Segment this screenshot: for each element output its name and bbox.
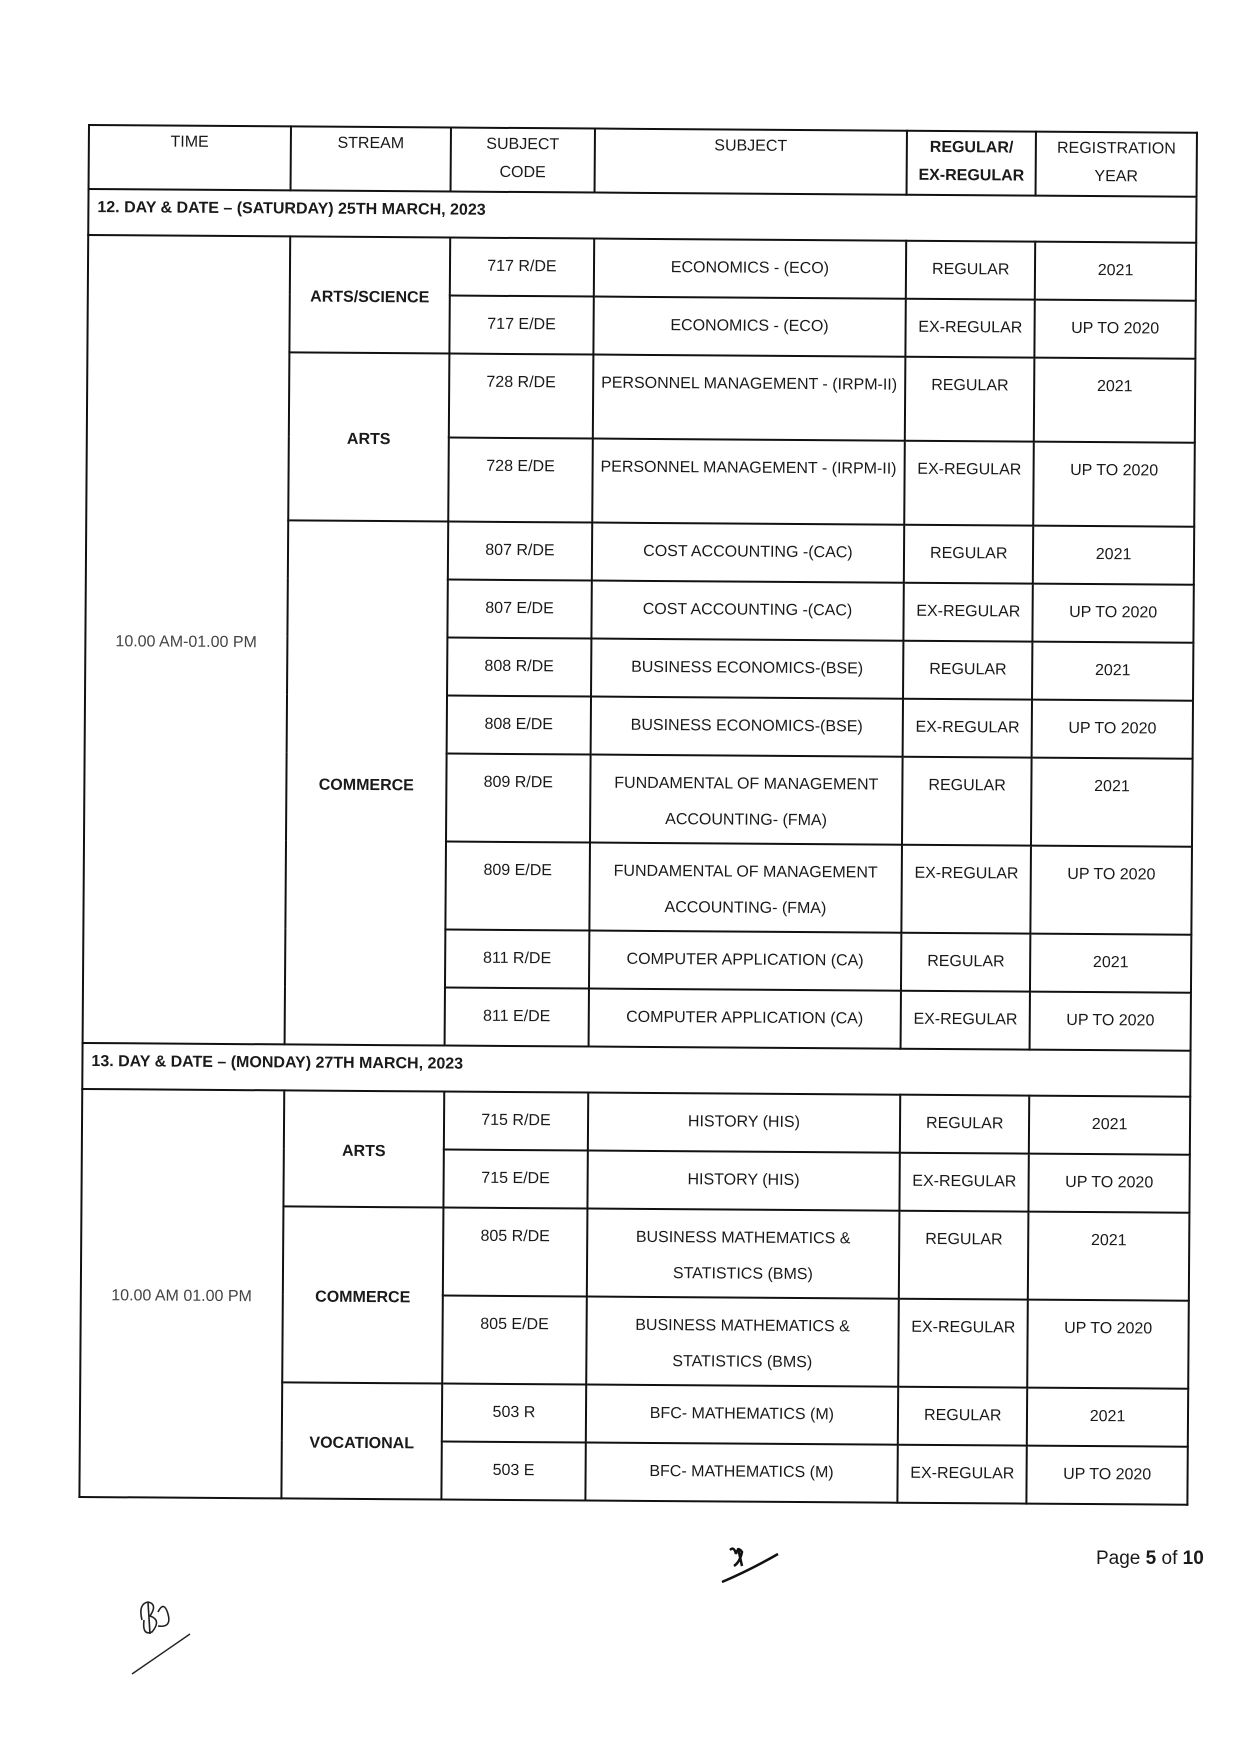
registration-year: UP TO 2020 xyxy=(1027,1446,1188,1505)
stream-name: ARTS xyxy=(283,1090,445,1207)
day-heading-row xyxy=(88,189,1196,243)
header-regular-ex-regular: REGULAR/ EX-REGULAR xyxy=(907,131,1036,196)
subject-code: 811 R/DE xyxy=(445,930,589,989)
page-prefix: Page xyxy=(1096,1548,1146,1569)
subject-name: PERSONNEL MANAGEMENT - (IRPM-II) xyxy=(592,355,905,441)
registration-year: 2021 xyxy=(1033,526,1194,585)
subject-name: COMPUTER APPLICATION (CA) xyxy=(588,989,901,1049)
registration-year: UP TO 2020 xyxy=(1027,1300,1188,1389)
registration-year: UP TO 2020 xyxy=(1029,1154,1190,1213)
registration-year: 2021 xyxy=(1031,758,1192,847)
regular-status: EX-REGULAR xyxy=(906,299,1035,358)
day-heading-row xyxy=(82,1043,1190,1097)
time-slot: 10.00 AM-01.00 PM xyxy=(83,235,290,1044)
regular-status: EX-REGULAR xyxy=(898,1445,1027,1504)
header-row xyxy=(89,125,1197,197)
subject-name: BFC- MATHEMATICS (M) xyxy=(585,1443,898,1503)
regular-status: EX-REGULAR xyxy=(905,441,1034,526)
registration-year: UP TO 2020 xyxy=(1033,584,1194,643)
subject-code: 807 R/DE xyxy=(448,522,592,581)
regular-status: EX-REGULAR xyxy=(899,1299,1028,1388)
regular-status: EX-REGULAR xyxy=(903,699,1032,758)
subject-code: 805 R/DE xyxy=(443,1208,587,1297)
page-number xyxy=(1096,1548,1204,1570)
subject-code: 809 R/DE xyxy=(446,754,590,843)
regular-status: REGULAR xyxy=(899,1211,1028,1300)
subject-name: BUSINESS MATHEMATICS & STATISTICS (BMS) xyxy=(586,1297,899,1387)
subject-code: 503 E xyxy=(442,1442,586,1501)
exam-schedule-table xyxy=(78,124,1198,1506)
regular-status: EX-REGULAR xyxy=(901,991,1030,1050)
subject-code: 717 R/DE xyxy=(450,238,594,297)
registration-year: UP TO 2020 xyxy=(1035,300,1196,359)
registration-year: 2021 xyxy=(1035,242,1196,301)
subject-name: HISTORY (HIS) xyxy=(587,1151,900,1211)
subject-name: FUNDAMENTAL OF MANAGEMENT ACCOUNTING- (FMA) xyxy=(590,755,903,845)
subject-code: 717 E/DE xyxy=(450,296,594,355)
subject-name: BUSINESS ECONOMICS-(BSE) xyxy=(591,639,904,699)
header-registration-year: REGISTRATION YEAR xyxy=(1036,132,1197,197)
subject-code: 728 E/DE xyxy=(449,438,593,523)
page-total: 10 xyxy=(1182,1548,1204,1569)
signature-mark-center xyxy=(720,1536,790,1586)
header-subject: SUBJECT xyxy=(594,129,907,195)
subject-name: ECONOMICS - (ECO) xyxy=(593,297,906,357)
subject-code: 809 E/DE xyxy=(446,842,590,931)
subject-code: 715 E/DE xyxy=(444,1150,588,1209)
regular-status: REGULAR xyxy=(901,933,1030,992)
table-row xyxy=(82,1089,1190,1155)
header-subject-code: SUBJECT CODE xyxy=(451,128,595,193)
header-stream: STREAM xyxy=(290,126,451,191)
subject-code: 715 R/DE xyxy=(444,1092,588,1151)
subject-name: FUNDAMENTAL OF MANAGEMENT ACCOUNTING- (FMA) xyxy=(589,843,902,933)
registration-year: 2021 xyxy=(1027,1388,1188,1447)
day-title: 13. DAY & DATE – (MONDAY) 27TH MARCH, 2023 xyxy=(82,1043,1190,1097)
stream-name: ARTS xyxy=(288,352,450,521)
regular-status: REGULAR xyxy=(906,241,1035,300)
regular-status: REGULAR xyxy=(900,1095,1029,1154)
table-row xyxy=(88,235,1196,301)
regular-status: REGULAR xyxy=(903,641,1032,700)
page-current: 5 xyxy=(1145,1548,1157,1569)
subject-name: BUSINESS ECONOMICS-(BSE) xyxy=(590,697,903,757)
registration-year: UP TO 2020 xyxy=(1032,700,1193,759)
registration-year: UP TO 2020 xyxy=(1033,442,1194,527)
subject-code: 811 E/DE xyxy=(445,988,589,1047)
stream-name: VOCATIONAL xyxy=(281,1382,443,1499)
subject-name: HISTORY (HIS) xyxy=(587,1093,900,1153)
registration-year: 2021 xyxy=(1032,642,1193,701)
subject-name: COST ACCOUNTING -(CAC) xyxy=(591,523,904,583)
signature-mark-left xyxy=(128,1590,198,1680)
schedule-body xyxy=(79,189,1196,1505)
regular-status: REGULAR xyxy=(902,757,1031,846)
page-of: of xyxy=(1156,1548,1183,1569)
subject-name: PERSONNEL MANAGEMENT - (IRPM-II) xyxy=(592,439,905,525)
subject-code: 805 E/DE xyxy=(443,1296,587,1385)
subject-code: 808 R/DE xyxy=(447,638,591,697)
subject-name: COST ACCOUNTING -(CAC) xyxy=(591,581,904,641)
regular-status: EX-REGULAR xyxy=(904,583,1033,642)
regular-status: REGULAR xyxy=(904,525,1033,584)
subject-code: 728 R/DE xyxy=(449,354,593,439)
regular-status: EX-REGULAR xyxy=(900,1153,1029,1212)
regular-status: REGULAR xyxy=(905,357,1034,442)
regular-status: EX-REGULAR xyxy=(902,845,1031,934)
day-title: 12. DAY & DATE – (SATURDAY) 25TH MARCH, 2023 xyxy=(88,189,1196,243)
registration-year: UP TO 2020 xyxy=(1031,846,1192,935)
subject-code: 808 E/DE xyxy=(447,696,591,755)
registration-year: UP TO 2020 xyxy=(1030,992,1191,1051)
stream-name: ARTS/SCIENCE xyxy=(289,236,451,353)
stream-name: COMMERCE xyxy=(282,1206,444,1383)
time-slot: 10.00 AM 01.00 PM xyxy=(79,1089,283,1498)
subject-code: 807 E/DE xyxy=(448,580,592,639)
subject-code: 503 R xyxy=(442,1384,586,1443)
subject-name: BFC- MATHEMATICS (M) xyxy=(585,1385,898,1445)
header-time: TIME xyxy=(89,125,291,190)
subject-name: ECONOMICS - (ECO) xyxy=(593,239,906,299)
registration-year: 2021 xyxy=(1034,358,1195,443)
stream-name: COMMERCE xyxy=(284,520,448,1045)
registration-year: 2021 xyxy=(1028,1212,1189,1301)
regular-status: REGULAR xyxy=(898,1387,1027,1446)
subject-name: COMPUTER APPLICATION (CA) xyxy=(588,931,901,991)
registration-year: 2021 xyxy=(1029,1096,1190,1155)
registration-year: 2021 xyxy=(1030,934,1191,993)
subject-name: BUSINESS MATHEMATICS & STATISTICS (BMS) xyxy=(586,1209,899,1299)
